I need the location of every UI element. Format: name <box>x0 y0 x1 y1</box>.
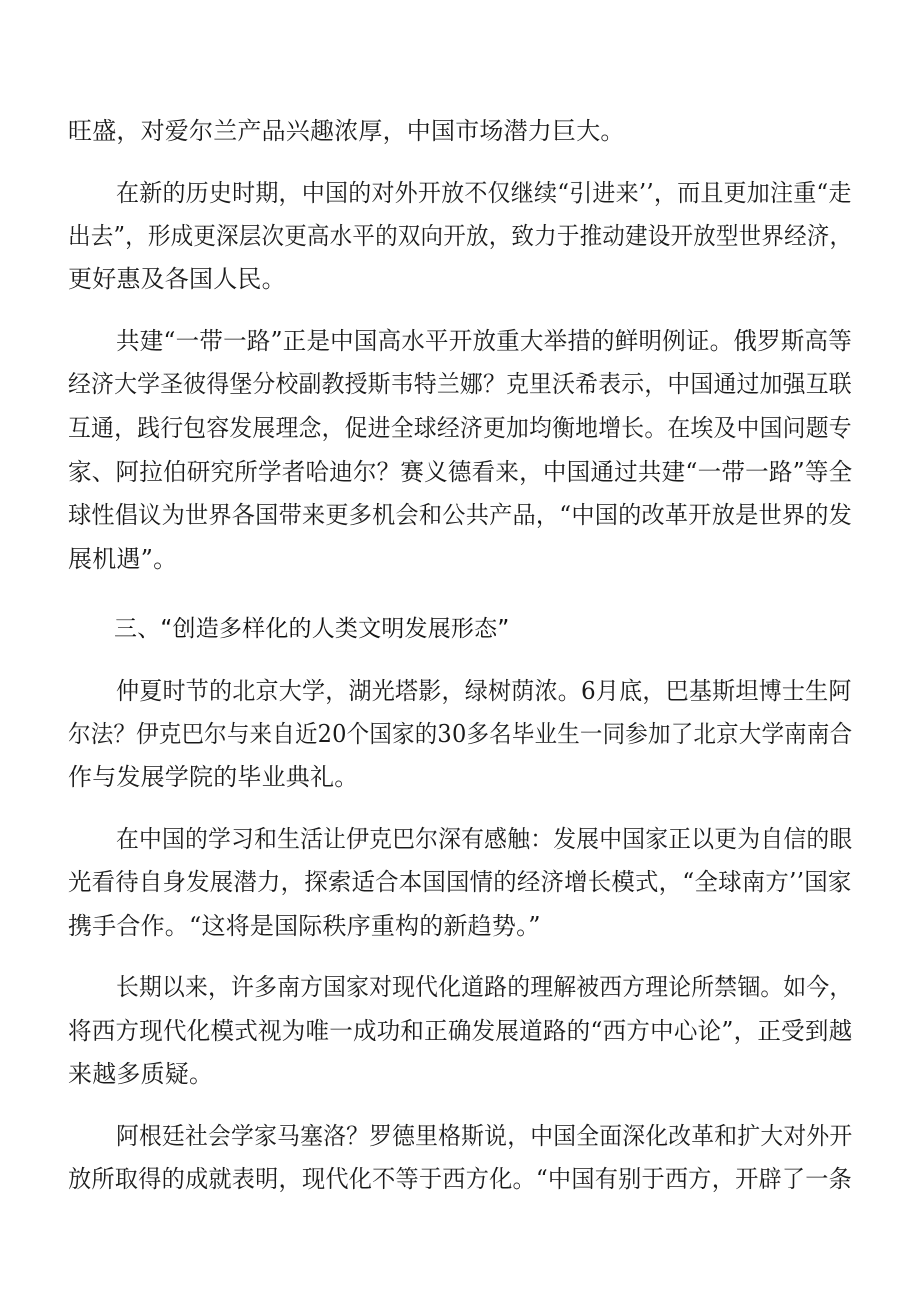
text-line-9: 球性倡议为世界各国带来更多机会和公共产品，“中国的改革开放是世界的发 <box>68 501 853 529</box>
text-line-19: 将西方现代化模式视为唯一成功和正确发展道路的“西方中心论”，正受到越 <box>68 1017 853 1045</box>
text-line-12: 仲夏时节的北京大学，湖光塔影，绿树荫浓。6月底，巴基斯坦博士生阿 <box>116 677 852 705</box>
text-line-1: 旺盛，对爱尔兰产品兴趣浓厚，中国市场潜力巨大。 <box>68 117 625 145</box>
text-line-4: 更好惠及各国人民。 <box>68 265 286 293</box>
text-line-20: 来越多质疑。 <box>68 1060 214 1088</box>
text-line-5: 共建“一带一路”正是中国高水平开放重大举措的鲜明例证。俄罗斯高等 <box>116 327 852 355</box>
section-heading: 三、“创造多样化的人类文明发展形态” <box>114 616 510 642</box>
text-line-17: 携手合作。“这将是国际秩序重构的新趋势。” <box>68 912 541 940</box>
text-line-8: 家、阿拉伯研究所学者哈迪尔？赛义德看来，中国通过共建“一带一路”等全 <box>68 458 853 486</box>
text-line-10: 展机遇”。 <box>68 545 178 573</box>
text-line-21: 阿根廷社会学家马塞洛？罗德里格斯说，中国全面深化改革和扩大对外开 <box>116 1122 853 1150</box>
text-line-16: 光看待自身发展潜力，探索适合本国国情的经济增长模式，“全球南方’’国家 <box>68 868 852 896</box>
text-line-22: 放所取得的成就表明，现代化不等于西方化。“中国有别于西方，开辟了一条 <box>68 1165 853 1193</box>
text-line-7: 互通，践行包容发展理念，促进全球经济更加均衡地增长。在埃及中国问题专 <box>68 414 852 442</box>
text-line-14: 作与发展学院的毕业典礼。 <box>68 763 359 791</box>
text-line-3: 出去”，形成更深层次更高水平的双向开放，致力于推动建设开放型世界经济， <box>68 222 853 250</box>
text-line-13: 尔法？伊克巴尔与来自近20个国家的30多名毕业生一同参加了北京大学南南合 <box>68 720 853 748</box>
text-line-18: 长期以来，许多南方国家对现代化道路的理解被西方理论所禁锢。如今， <box>116 973 853 1001</box>
text-line-2: 在新的历史时期，中国的对外开放不仅继续“引进来’’，而且更加注重“走 <box>116 179 852 207</box>
text-line-6: 经济大学圣彼得堡分校副教授斯韦特兰娜？克里沃希表示，中国通过加强互联 <box>68 370 852 398</box>
text-line-15: 在中国的学习和生活让伊克巴尔深有感触：发展中国家正以更为自信的眼 <box>116 825 853 853</box>
